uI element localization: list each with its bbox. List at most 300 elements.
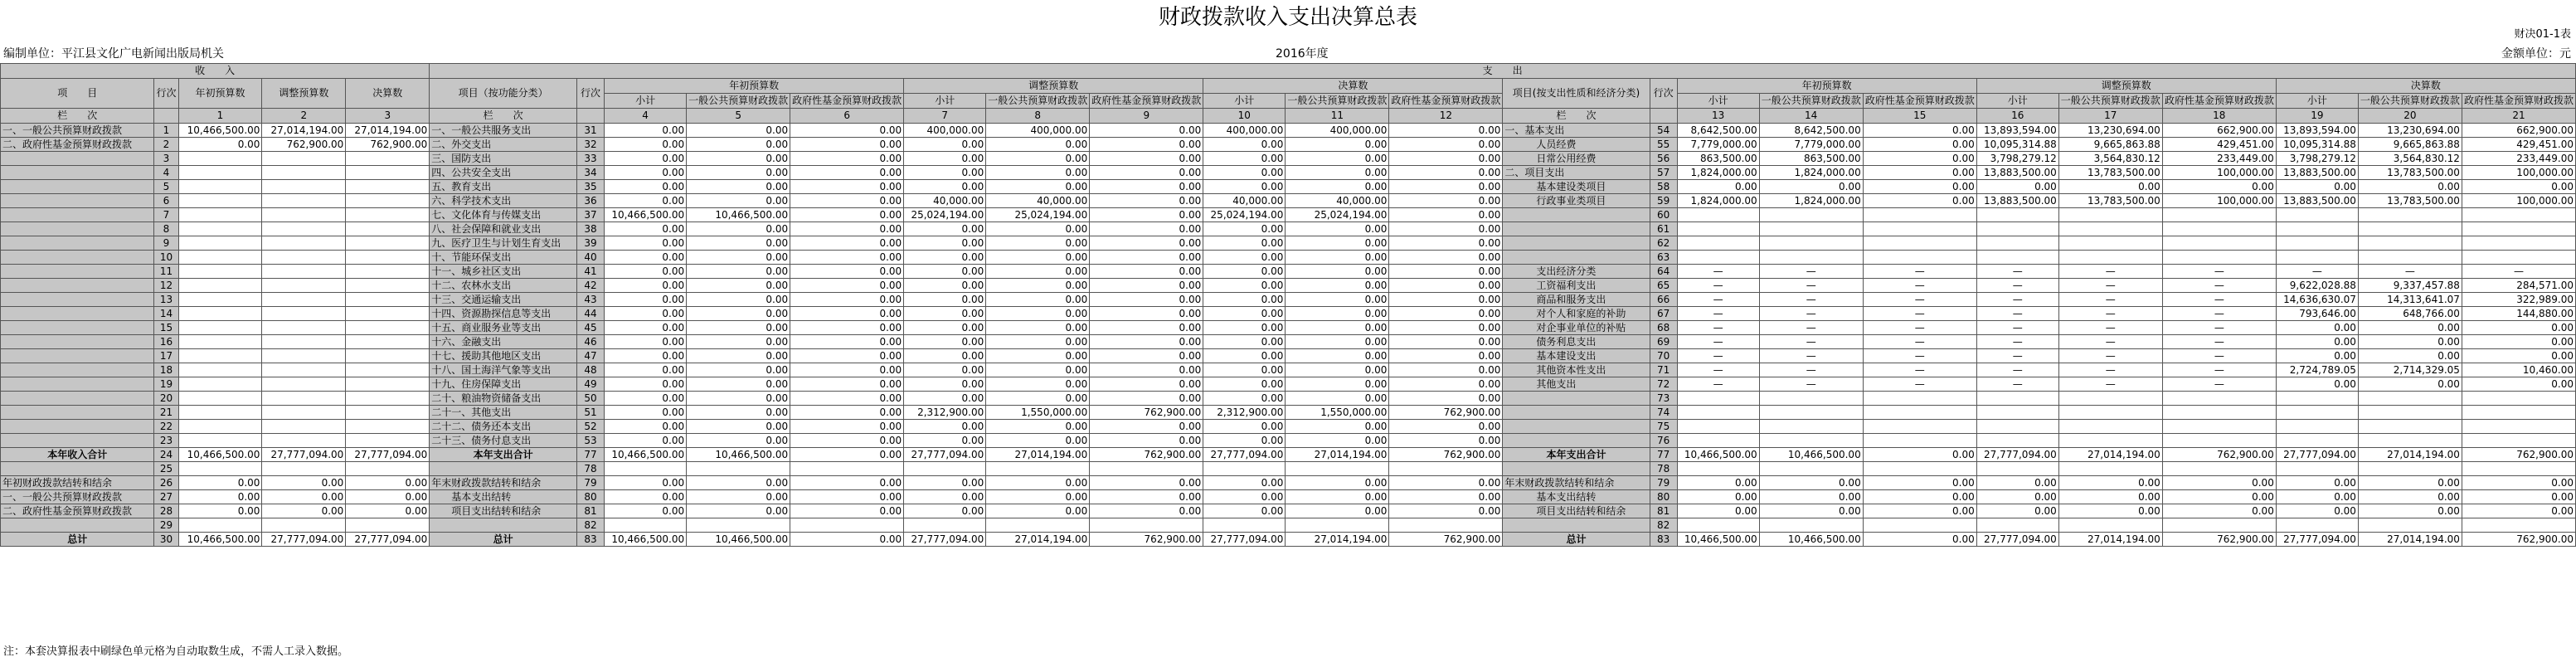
amount-cell [1759, 251, 1863, 265]
amount-cell: 0.00 [1677, 180, 1759, 194]
amount-cell: 0.00 [2276, 476, 2358, 490]
amount-cell: — [1976, 279, 2058, 293]
amount-cell: 0.00 [1389, 321, 1503, 335]
amount-cell: 0.00 [687, 377, 790, 392]
row-label: 二、项目支出 [1503, 166, 1650, 180]
amount-cell: 0.00 [1090, 152, 1203, 166]
amount-cell: 0.00 [1090, 434, 1203, 448]
amount-cell [2276, 222, 2358, 236]
amount-cell: 0.00 [1286, 236, 1389, 251]
amount-cell: 0.00 [1286, 377, 1389, 392]
amount-cell [986, 462, 1090, 476]
row-number: 27 [154, 490, 178, 504]
amount-cell: 0.00 [986, 166, 1090, 180]
row-number: 56 [1650, 152, 1677, 166]
gov-fund-header: 政府性基金预算财政拨款 [2162, 94, 2276, 109]
amount-cell: — [2358, 265, 2462, 279]
general-public-header: 一般公共预算财政拨款 [687, 94, 790, 109]
amount-cell: 0.00 [262, 476, 346, 490]
amount-cell [1976, 222, 2058, 236]
amount-cell: — [1863, 335, 1976, 349]
amount-cell: — [2058, 335, 2162, 349]
amount-cell: 0.00 [790, 251, 904, 265]
amount-cell: 0.00 [1286, 307, 1389, 321]
amount-cell [346, 349, 430, 363]
amount-cell: 0.00 [790, 166, 904, 180]
amount-cell: 0.00 [1389, 124, 1503, 138]
row-number: 32 [577, 138, 605, 152]
row-label: 年末财政拨款结转和结余 [430, 476, 577, 490]
row-number: 80 [577, 490, 605, 504]
amount-cell [262, 377, 346, 392]
amount-cell: 0.00 [178, 490, 262, 504]
amount-cell [262, 406, 346, 420]
amount-cell: — [1976, 377, 2058, 392]
table-row [1, 166, 2576, 180]
compiling-unit: 编制单位：平江县文化广电新闻出版局机关 [3, 47, 224, 61]
amount-cell: 0.00 [2462, 476, 2575, 490]
amount-cell [904, 518, 986, 533]
column-number: 13 [1677, 109, 1759, 124]
initial-budget-header: 年初预算数 [178, 79, 262, 109]
amount-cell: 0.00 [1090, 138, 1203, 152]
amount-cell: — [2162, 279, 2276, 293]
row-number: 78 [1650, 462, 1677, 476]
amount-cell [178, 363, 262, 377]
amount-cell: — [1677, 377, 1759, 392]
amount-cell [346, 377, 430, 392]
amount-cell: 0.00 [1203, 222, 1286, 236]
amount-cell: 762,900.00 [1389, 448, 1503, 462]
amount-cell [605, 518, 687, 533]
amount-cell: 0.00 [687, 236, 790, 251]
amount-cell: 9,622,028.88 [2276, 279, 2358, 293]
amount-cell: 27,777,094.00 [904, 448, 986, 462]
amount-cell: 762,900.00 [2462, 448, 2575, 462]
amount-cell: 0.00 [605, 166, 687, 180]
amount-cell [262, 208, 346, 222]
amount-cell: 0.00 [2462, 490, 2575, 504]
row-label [430, 518, 577, 533]
row-number: 13 [154, 293, 178, 307]
amount-cell: 27,777,094.00 [1203, 533, 1286, 547]
amount-cell: 1,824,000.00 [1677, 166, 1759, 180]
amount-cell: — [1677, 349, 1759, 363]
amount-cell [346, 208, 430, 222]
amount-cell [2058, 236, 2162, 251]
amount-cell: 0.00 [2276, 335, 2358, 349]
amount-cell [2162, 420, 2276, 434]
amount-cell [1677, 208, 1759, 222]
row-number: 28 [154, 504, 178, 518]
amount-cell [2058, 462, 2162, 476]
amount-cell: — [1976, 265, 2058, 279]
amount-cell: 1,550,000.00 [1286, 406, 1389, 420]
row-label [1503, 222, 1650, 236]
table-row [1, 363, 2576, 377]
amount-cell: 0.00 [986, 236, 1090, 251]
amount-cell: 0.00 [1286, 321, 1389, 335]
amount-cell: 10,466,500.00 [178, 124, 262, 138]
amount-cell: 25,024,194.00 [1203, 208, 1286, 222]
amount-cell [262, 363, 346, 377]
amount-cell: 0.00 [687, 293, 790, 307]
amount-cell: 0.00 [605, 504, 687, 518]
amount-cell: 0.00 [687, 420, 790, 434]
amount-cell: 0.00 [1090, 490, 1203, 504]
row-label: 支出经济分类 [1503, 265, 1650, 279]
amount-cell [2358, 392, 2462, 406]
amount-cell: 762,900.00 [346, 138, 430, 152]
amount-cell: — [1677, 321, 1759, 335]
initial-budget-group: 年初预算数 [1677, 79, 1976, 94]
amount-cell: 0.00 [2276, 490, 2358, 504]
row-label: 五、教育支出 [430, 180, 577, 194]
amount-cell [2162, 518, 2276, 533]
amount-cell: 0.00 [2358, 335, 2462, 349]
amount-cell: — [2162, 363, 2276, 377]
amount-cell: 0.00 [1090, 265, 1203, 279]
amount-cell: 0.00 [687, 307, 790, 321]
amount-cell: 0.00 [2276, 180, 2358, 194]
amount-cell [1677, 406, 1759, 420]
amount-cell [178, 349, 262, 363]
amount-cell: 0.00 [1286, 222, 1389, 236]
row-label [1503, 518, 1650, 533]
amount-cell [262, 307, 346, 321]
amount-cell [346, 406, 430, 420]
amount-cell: 0.00 [790, 321, 904, 335]
amount-cell [346, 279, 430, 293]
row-label: 工资福利支出 [1503, 279, 1650, 293]
amount-cell: — [2276, 265, 2358, 279]
amount-cell [2162, 236, 2276, 251]
amount-cell: 0.00 [687, 335, 790, 349]
item-header: 项 目 [1, 79, 154, 109]
amount-cell: 0.00 [1286, 363, 1389, 377]
column-number: 16 [1976, 109, 2058, 124]
row-number: 2 [154, 138, 178, 152]
amount-cell [178, 265, 262, 279]
amount-cell: 0.00 [904, 293, 986, 307]
table-row [1, 349, 2576, 363]
amount-cell: 2,724,789.05 [2276, 363, 2358, 377]
amount-cell: 0.00 [986, 279, 1090, 293]
row-label: 总计 [1503, 533, 1650, 547]
amount-cell: 0.00 [1203, 392, 1286, 406]
amount-cell [346, 335, 430, 349]
column-number: 2 [262, 109, 346, 124]
row-label: 二十二、债务还本支出 [430, 420, 577, 434]
row-number: 76 [1650, 434, 1677, 448]
amount-cell: 0.00 [1203, 307, 1286, 321]
row-number: 52 [577, 420, 605, 434]
row-number: 24 [154, 448, 178, 462]
row-label [1503, 251, 1650, 265]
lanci-label: 栏 次 [1503, 109, 1650, 124]
amount-cell: 0.00 [1286, 293, 1389, 307]
amount-cell [346, 392, 430, 406]
amount-cell [2358, 406, 2462, 420]
row-label [1, 279, 154, 293]
amount-cell: 0.00 [2358, 349, 2462, 363]
form-code: 财决01-1表 [2514, 28, 2571, 41]
amount-cell [262, 335, 346, 349]
amount-cell: 13,783,500.00 [2058, 166, 2162, 180]
amount-cell: 0.00 [346, 490, 430, 504]
amount-cell: — [1976, 349, 2058, 363]
amount-cell [1286, 518, 1389, 533]
amount-cell: 13,883,500.00 [2276, 194, 2358, 208]
amount-cell: 100,000.00 [2462, 166, 2575, 180]
amount-cell: 0.00 [1090, 420, 1203, 434]
row-number: 62 [1650, 236, 1677, 251]
amount-cell: 0.00 [1389, 236, 1503, 251]
final-amount-group: 决算数 [2276, 79, 2575, 94]
amount-cell: 10,466,500.00 [1759, 448, 1863, 462]
amount-cell: 762,900.00 [1090, 406, 1203, 420]
amount-cell: — [1976, 335, 2058, 349]
amount-cell [262, 518, 346, 533]
amount-cell [2162, 222, 2276, 236]
amount-cell: 0.00 [904, 434, 986, 448]
amount-cell [2462, 251, 2575, 265]
amount-cell [262, 321, 346, 335]
row-label: 本年支出合计 [430, 448, 577, 462]
row-number: 30 [154, 533, 178, 547]
amount-cell [262, 349, 346, 363]
amount-cell [346, 194, 430, 208]
amount-cell: 0.00 [904, 420, 986, 434]
amount-cell: 27,014,194.00 [2358, 533, 2462, 547]
row-number: 71 [1650, 363, 1677, 377]
row-label [1, 363, 154, 377]
general-public-header: 一般公共预算财政拨款 [986, 94, 1090, 109]
amount-cell: 0.00 [1090, 236, 1203, 251]
amount-cell: 0.00 [1677, 476, 1759, 490]
row-label: 十七、援助其他地区支出 [430, 349, 577, 363]
amount-cell: 0.00 [1389, 490, 1503, 504]
amount-cell: 3,798,279.12 [1976, 152, 2058, 166]
amount-cell: 13,783,500.00 [2358, 166, 2462, 180]
amount-cell [2358, 518, 2462, 533]
amount-cell: 0.00 [790, 307, 904, 321]
amount-cell: 0.00 [904, 152, 986, 166]
amount-cell [2058, 208, 2162, 222]
row-label [1503, 236, 1650, 251]
amount-cell [178, 434, 262, 448]
amount-cell: 0.00 [790, 236, 904, 251]
row-label: 年初财政拨款结转和结余 [1, 476, 154, 490]
amount-cell: 0.00 [687, 321, 790, 335]
amount-cell [2462, 208, 2575, 222]
amount-cell [1976, 392, 2058, 406]
row-number: 50 [577, 392, 605, 406]
amount-cell: 662,900.00 [2462, 124, 2575, 138]
amount-cell: 0.00 [1286, 152, 1389, 166]
amount-cell [2462, 392, 2575, 406]
amount-cell: 0.00 [605, 138, 687, 152]
amount-cell: 0.00 [1389, 363, 1503, 377]
amount-cell [1677, 518, 1759, 533]
row-label [1, 208, 154, 222]
row-number: 41 [577, 265, 605, 279]
row-label: 十二、农林水支出 [430, 279, 577, 293]
amount-cell: 0.00 [1677, 504, 1759, 518]
amount-cell [346, 462, 430, 476]
amount-cell: — [1677, 293, 1759, 307]
amount-cell: — [1863, 363, 1976, 377]
amount-cell: 0.00 [1286, 138, 1389, 152]
row-label: 十五、商业服务业等支出 [430, 321, 577, 335]
amount-cell [1863, 251, 1976, 265]
amount-cell: 0.00 [1090, 279, 1203, 293]
amount-cell: 3,798,279.12 [2276, 152, 2358, 166]
amount-cell: 0.00 [1863, 448, 1976, 462]
row-number: 18 [154, 363, 178, 377]
header-row-1 [1, 64, 2576, 79]
amount-cell: 0.00 [1203, 377, 1286, 392]
row-number: 21 [154, 406, 178, 420]
amount-cell: 0.00 [1090, 363, 1203, 377]
row-number: 47 [577, 349, 605, 363]
column-number: 15 [1863, 109, 1976, 124]
row-label [1, 335, 154, 349]
amount-cell: 0.00 [2462, 321, 2575, 335]
amount-cell: 0.00 [790, 279, 904, 293]
header-row-2 [1, 79, 2576, 94]
amount-cell: 0.00 [790, 363, 904, 377]
amount-cell: 9,665,863.88 [2058, 138, 2162, 152]
amount-cell: 0.00 [1863, 152, 1976, 166]
amount-cell [2358, 434, 2462, 448]
amount-cell [346, 251, 430, 265]
amount-cell: 0.00 [904, 490, 986, 504]
gov-fund-header: 政府性基金预算财政拨款 [1090, 94, 1203, 109]
amount-cell: 10,095,314.88 [2276, 138, 2358, 152]
row-number: 15 [154, 321, 178, 335]
amount-cell: — [1759, 293, 1863, 307]
amount-cell [2462, 222, 2575, 236]
amount-cell [262, 462, 346, 476]
amount-cell: 10,466,500.00 [1759, 533, 1863, 547]
column-number: 14 [1759, 109, 1863, 124]
amount-cell: 429,451.00 [2162, 138, 2276, 152]
amount-cell [2276, 406, 2358, 420]
amount-cell: 13,893,594.00 [2276, 124, 2358, 138]
row-number: 53 [577, 434, 605, 448]
amount-cell: 0.00 [1286, 251, 1389, 265]
amount-cell [1677, 222, 1759, 236]
amount-cell: 0.00 [1090, 222, 1203, 236]
column-number: 8 [986, 109, 1090, 124]
amount-cell: 0.00 [2358, 321, 2462, 335]
amount-cell: 0.00 [904, 180, 986, 194]
amount-cell: 0.00 [1203, 434, 1286, 448]
amount-cell: 10,466,500.00 [1677, 448, 1759, 462]
amount-cell: 0.00 [904, 222, 986, 236]
amount-cell [346, 152, 430, 166]
amount-cell [2058, 222, 2162, 236]
table-row [1, 194, 2576, 208]
row-number: 78 [577, 462, 605, 476]
row-label: 十九、住房保障支出 [430, 377, 577, 392]
table-row [1, 448, 2576, 462]
row-label [1, 392, 154, 406]
amount-cell: 0.00 [1090, 124, 1203, 138]
amount-cell: 0.00 [790, 265, 904, 279]
amount-cell [178, 377, 262, 392]
row-label: 其他支出 [1503, 377, 1650, 392]
table-row [1, 152, 2576, 166]
amount-cell: 0.00 [790, 434, 904, 448]
amount-cell: 0.00 [605, 124, 687, 138]
amount-cell [790, 462, 904, 476]
amount-cell [2462, 434, 2575, 448]
amount-cell: 0.00 [178, 476, 262, 490]
amount-cell: 0.00 [2462, 377, 2575, 392]
amount-cell [2058, 251, 2162, 265]
amount-cell: 322,989.00 [2462, 293, 2575, 307]
amount-cell: 27,014,194.00 [2358, 448, 2462, 462]
amount-cell: 0.00 [687, 138, 790, 152]
amount-cell: 0.00 [687, 476, 790, 490]
amount-cell: 0.00 [2462, 335, 2575, 349]
amount-cell [1863, 420, 1976, 434]
table-row [1, 434, 2576, 448]
amount-cell [178, 392, 262, 406]
row-label [1, 180, 154, 194]
amount-cell: 1,550,000.00 [986, 406, 1090, 420]
row-label: 三、国防支出 [430, 152, 577, 166]
row-number: 80 [1650, 490, 1677, 504]
amount-cell: — [2058, 307, 2162, 321]
amount-cell: 40,000.00 [1203, 194, 1286, 208]
adjusted-budget-group: 调整预算数 [1976, 79, 2276, 94]
row-number: 29 [154, 518, 178, 533]
row-label: 基本支出结转 [430, 490, 577, 504]
amount-cell: 0.00 [790, 349, 904, 363]
row-number: 79 [577, 476, 605, 490]
amount-cell [1203, 518, 1286, 533]
amount-cell [2276, 434, 2358, 448]
table-row [1, 476, 2576, 490]
amount-cell: 0.00 [1389, 420, 1503, 434]
row-label: 十六、金融支出 [430, 335, 577, 349]
amount-cell [178, 406, 262, 420]
row-number: 42 [577, 279, 605, 293]
amount-cell: 0.00 [687, 222, 790, 236]
gov-fund-header: 政府性基金预算财政拨款 [1389, 94, 1503, 109]
amount-cell: 0.00 [790, 490, 904, 504]
amount-cell [2276, 208, 2358, 222]
amount-cell: 0.00 [986, 420, 1090, 434]
amount-cell: 762,900.00 [1090, 448, 1203, 462]
table-row [1, 138, 2576, 152]
amount-cell: — [2058, 349, 2162, 363]
amount-cell: 400,000.00 [986, 124, 1090, 138]
row-number: 69 [1650, 335, 1677, 349]
subtotal-header: 小计 [904, 94, 986, 109]
amount-cell [2276, 251, 2358, 265]
amount-cell: — [1759, 363, 1863, 377]
row-label: 总计 [1, 533, 154, 547]
amount-cell: 0.00 [1090, 166, 1203, 180]
amount-cell: 0.00 [687, 434, 790, 448]
amount-cell: 27,777,094.00 [346, 448, 430, 462]
row-number: 68 [1650, 321, 1677, 335]
amount-cell: 0.00 [687, 265, 790, 279]
